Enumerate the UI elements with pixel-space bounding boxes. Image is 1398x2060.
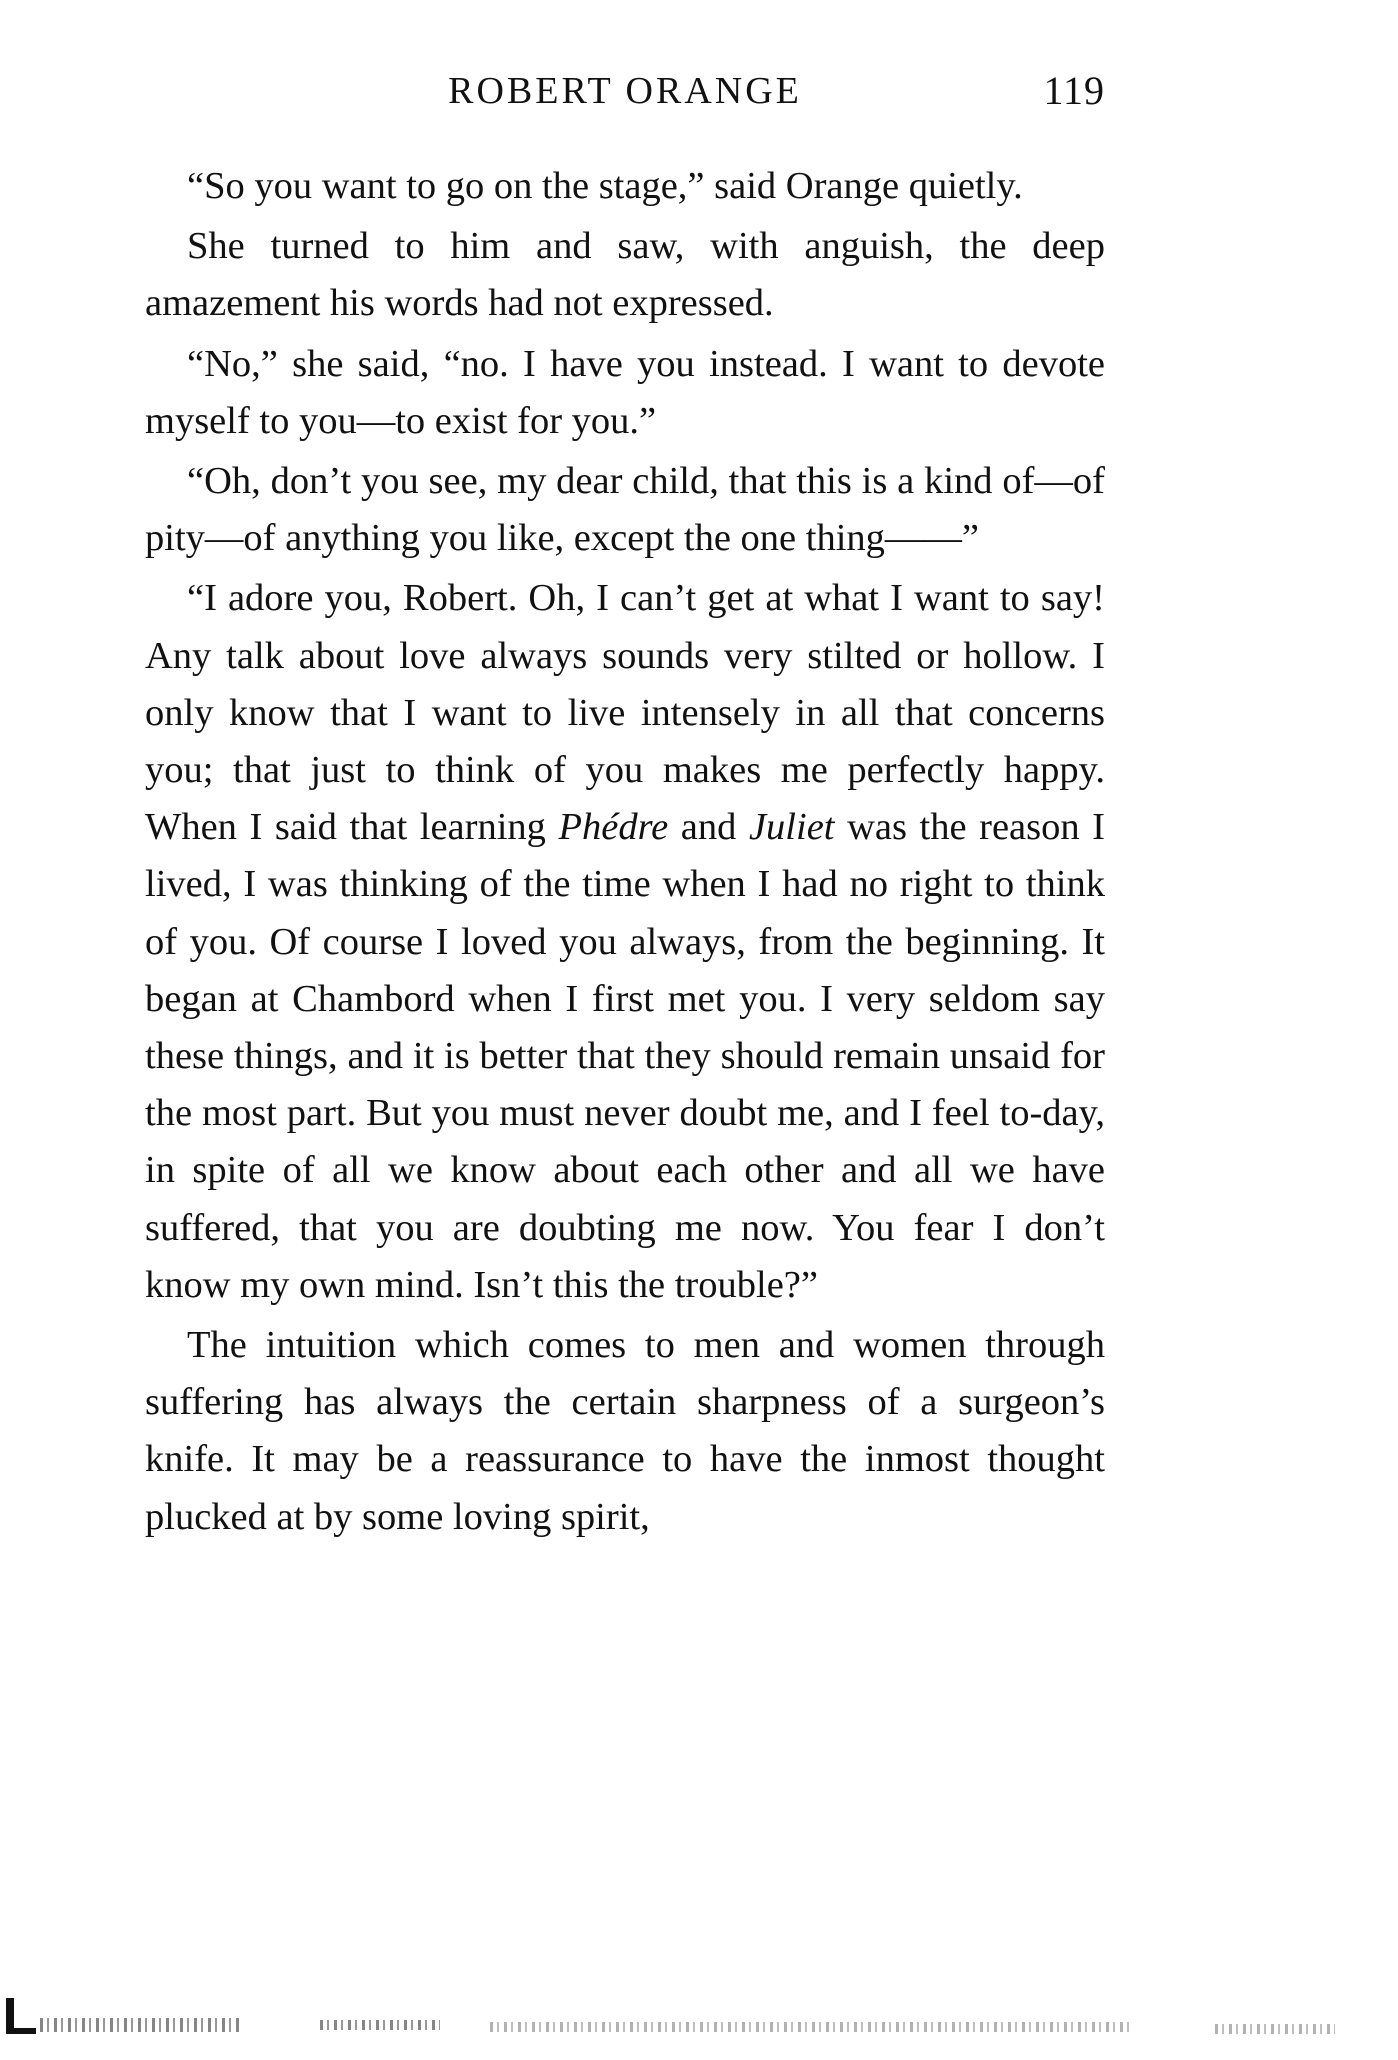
scan-artifact: [6, 2028, 36, 2034]
scan-artifact: [320, 2020, 440, 2030]
paragraph: The intuition which comes to men and women through suffering has always the certain sharpness of a surgeon’s knife. It may be a reassurance to have the inmost thought plucked at by some loving spirit,: [145, 1324, 1105, 1538]
scan-artifact: [6, 1998, 14, 2032]
paragraph: [145, 570, 1105, 1314]
play-title: Phédre: [558, 806, 669, 849]
running-head: ROBERT ORANGE: [448, 70, 802, 112]
paragraph: “No,” she said, “no. I have you instead. I want to devote myself to you—to exist for you.”: [145, 342, 1105, 442]
paragraph: She turned to him and saw, with anguish, the deep amazement his words had not expressed.: [145, 225, 1105, 325]
scan-artifact: [490, 2022, 1130, 2032]
play-title: Juliet: [748, 806, 835, 849]
body-text: [145, 158, 1105, 1546]
scan-artifact: [40, 2018, 240, 2032]
paragraph-text: was the reason I lived, I was thinking of the time when I had no right to think of you. Of course I loved you always, from the beginning. It began at Chambord when I first met you. I very seldom say these things, and it is better that they should remain unsaid for the most part. But you must never doubt me, and I feel to-day, in spite of all we know about each other and all we have suffered, that you are doubting me now. You fear I don’t know my own mind. Isn’t this the trouble?”: [145, 806, 1105, 1306]
page-number: 119: [1043, 68, 1105, 113]
paragraph-text: “I adore you, Robert. Oh, I can’t get at what I want to say! Any talk about love always sounds very stilted or hollow. I only know that I want to live intensely in all that concerns you; that just to think of you makes me perfectly happy. When I said that learning: [145, 577, 1105, 849]
paragraph: “Oh, don’t you see, my dear child, that this is a kind of—of pity—of anything you like, except the one thing——”: [145, 460, 1105, 560]
scan-artifact: [1215, 2024, 1335, 2034]
page-header: [145, 66, 1105, 116]
paragraph-text: and: [668, 806, 749, 849]
paragraph: “So you want to go on the stage,” said Orange quietly.: [187, 165, 1023, 207]
